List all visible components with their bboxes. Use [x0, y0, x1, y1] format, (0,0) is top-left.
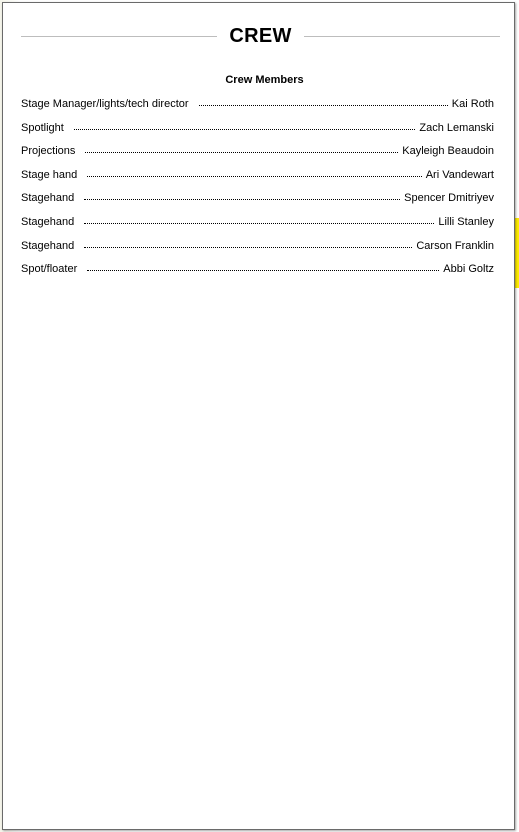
page-header	[21, 21, 500, 51]
crew-name: Lilli Stanley	[438, 215, 494, 228]
crew-name: Kayleigh Beaudoin	[402, 145, 494, 158]
crew-role: Stagehand	[21, 192, 75, 205]
crew-role: Stage Manager/lights/tech director	[21, 98, 189, 110]
crew-row	[21, 98, 494, 122]
dot-leader	[199, 105, 448, 106]
dot-leader	[84, 199, 400, 200]
crew-role: Stage hand	[21, 168, 78, 181]
crew-row	[21, 263, 494, 287]
crew-name: Spencer Dmitriyev	[404, 192, 494, 205]
dot-leader	[87, 270, 439, 271]
crew-row	[21, 122, 494, 146]
crew-role: Projections	[21, 145, 76, 158]
crew-name: Abbi Goltz	[443, 263, 494, 276]
header-rule-right	[304, 36, 500, 37]
dot-leader	[84, 223, 434, 224]
document-page	[2, 2, 515, 830]
dot-leader	[87, 176, 421, 177]
section-heading: Crew Members	[225, 74, 304, 86]
crew-list	[21, 98, 494, 287]
crew-role: Spotlight	[21, 121, 64, 134]
crew-name: Carson Franklin	[416, 239, 494, 252]
dot-leader	[74, 129, 416, 130]
dot-leader	[85, 152, 398, 153]
crew-row	[21, 169, 494, 193]
crew-row	[21, 216, 494, 240]
crew-row	[21, 192, 494, 216]
crew-role: Stagehand	[21, 215, 75, 228]
crew-row	[21, 240, 494, 264]
crew-role: Stagehand	[21, 239, 75, 252]
header-rule-left	[21, 36, 217, 37]
page-title: CREW	[229, 24, 292, 47]
crew-row	[21, 145, 494, 169]
crew-name: Ari Vandewart	[425, 168, 494, 181]
crew-name: Kai Roth	[451, 98, 494, 110]
crew-role: Spot/floater	[21, 263, 78, 276]
crew-name: Zach Lemanski	[419, 121, 494, 134]
dot-leader	[84, 247, 412, 248]
